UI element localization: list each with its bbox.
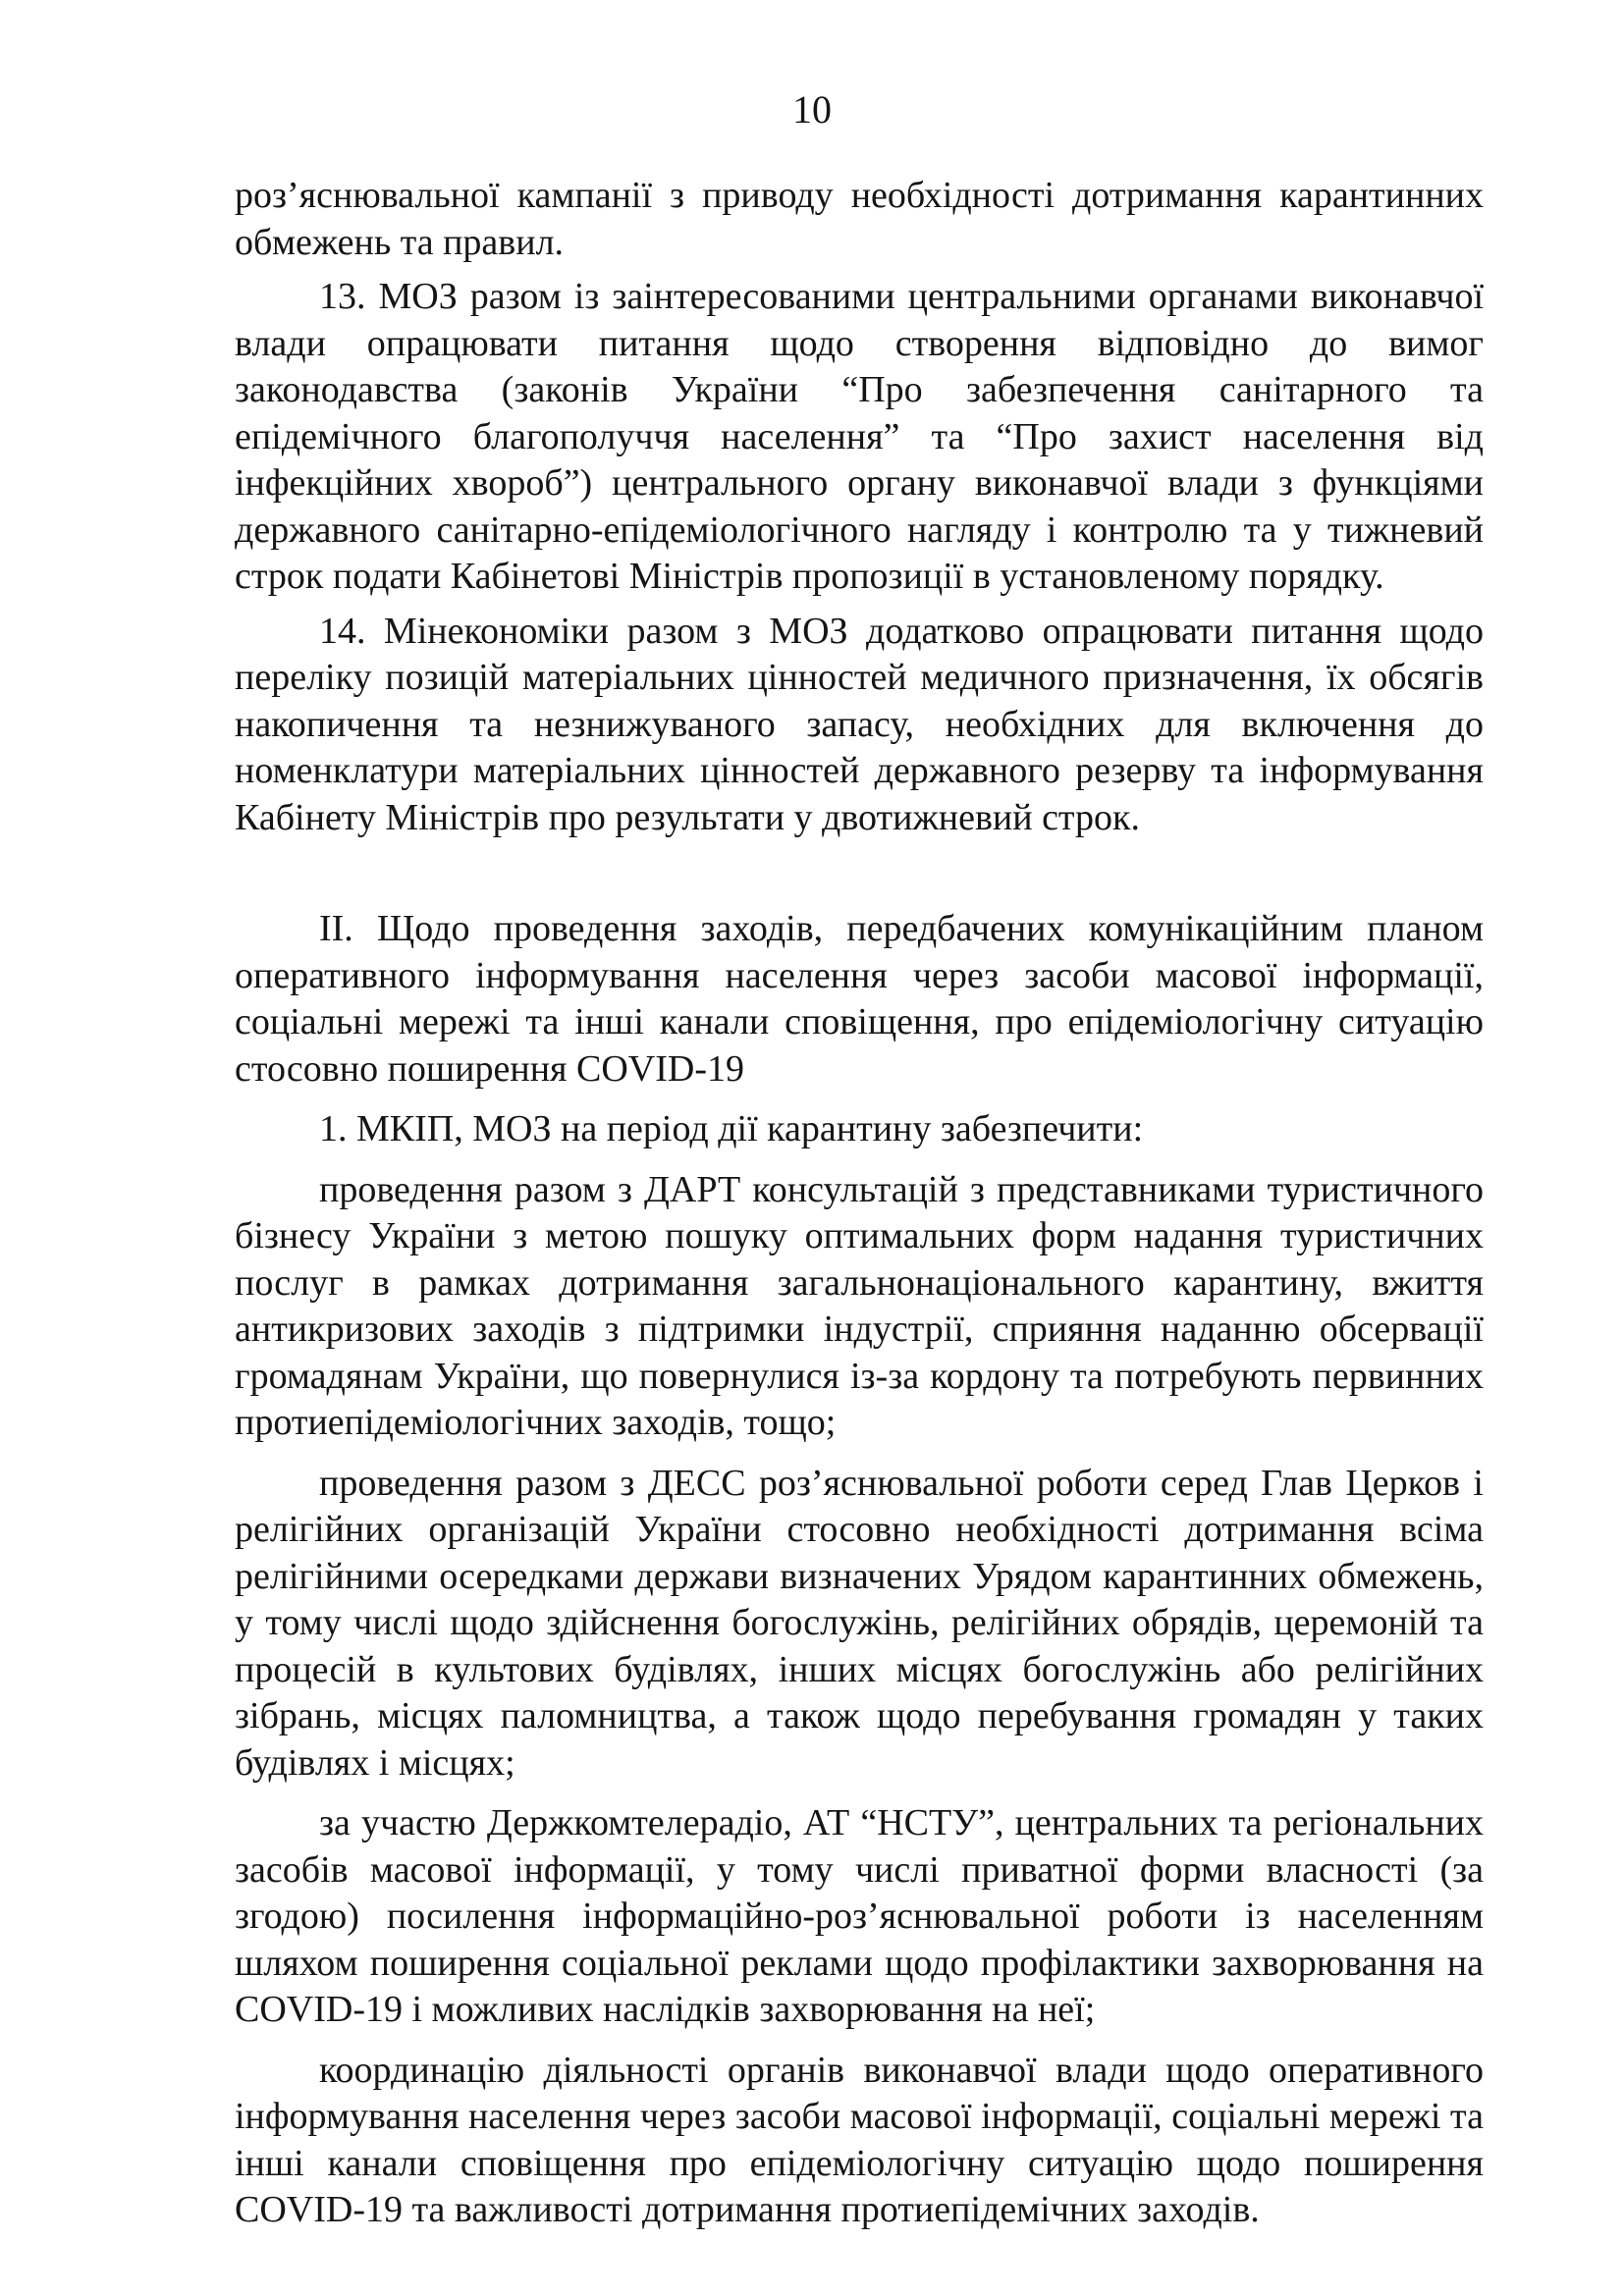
item-1: 1. МКІП, МОЗ на період дії карантину забезпечити: [319,1108,1144,1149]
document-body [235,173,1484,2234]
paragraph-continuation: роз’яснювальної кампанії з приводу необхідності дотримання карантинних обмежень та правил. [235,175,1484,263]
paragraph-14: 14. Мінекономіки разом з МОЗ додатково опрацювати питання щодо переліку позицій матеріальних цінностей медичного призначення, їх обсягів накопичення та незнижуваного запасу, необхідних для включення до номенклатури матеріальних цінностей державного резерву та інформування Кабінету Міністрів про результати у двотижневий строк. [235,610,1484,838]
item-1-clause-coordination: координацію діяльності органів виконавчої влади щодо оперативного інформування населення через засоби масової інформації, соціальні мережі та інші канали сповіщення про епідеміологічну ситуацію щодо поширення COVID-19 та важливості дотримання протиепідемічних заходів. [235,2049,1484,2230]
page-number: 10 [792,87,832,132]
section-heading-ii: II. Щодо проведення заходів, передбачених комунікаційним планом оперативного інформування населення через засоби масової інформації, соціальні мережі та інші канали сповіщення, про епідеміологічну ситуацію стосовно поширення COVID-19 [235,908,1484,1090]
item-1-clause-religious: проведення разом з ДЕСС роз’яснювальної роботи серед Глав Церков і релігійних організацій України стосовно необхідності дотримання всіма релігійними осередками держави визначених Урядом карантинних обмежень, у тому числі щодо здійснення богослужінь, релігійних обрядів, церемоній та процесій в культових будівлях, інших місцях богослужінь або релігійних зібрань, місцях паломництва, а також щодо перебування громадян у таких будівлях і місцях; [235,1462,1484,1784]
item-1-clause-tourism: проведення разом з ДАРТ консультацій з представниками туристичного бізнесу України з метою пошуку оптимальних форм надання туристичних послуг в рамках дотримання загальнонаціонального карантину, вжиття антикризових заходів з підтримки індустрії, сприяння наданню обсервації громадянам України, що повернулися із-за кордону та потребують первинних протиепідеміологічних заходів, тощо; [235,1168,1484,1443]
paragraph-13: 13. МОЗ разом із заінтересованими центральними органами виконавчої влади опрацювати питання щодо створення відповідно до вимог законодавства (законів України “Про забезпечення санітарного та епідемічного благополуччя населення” та “Про захист населення від інфекційних хвороб”) центрального органу виконавчої влади з функціями державного санітарно-епідеміологічного нагляду і контролю та у тижневий строк подати Кабінетові Міністрів пропозиції в установленому порядку. [235,276,1484,597]
item-1-clause-media: за участю Держкомтелерадіо, АТ “НСТУ”, центральних та регіональних засобів масової інформації, у тому числі приватної форми власності (за згодою) посилення інформаційно-роз’яснювальної роботи із населенням шляхом поширення соціальної реклами щодо профілактики захворювання на COVID-19 і можливих наслідків захворювання на неї; [235,1802,1484,2030]
